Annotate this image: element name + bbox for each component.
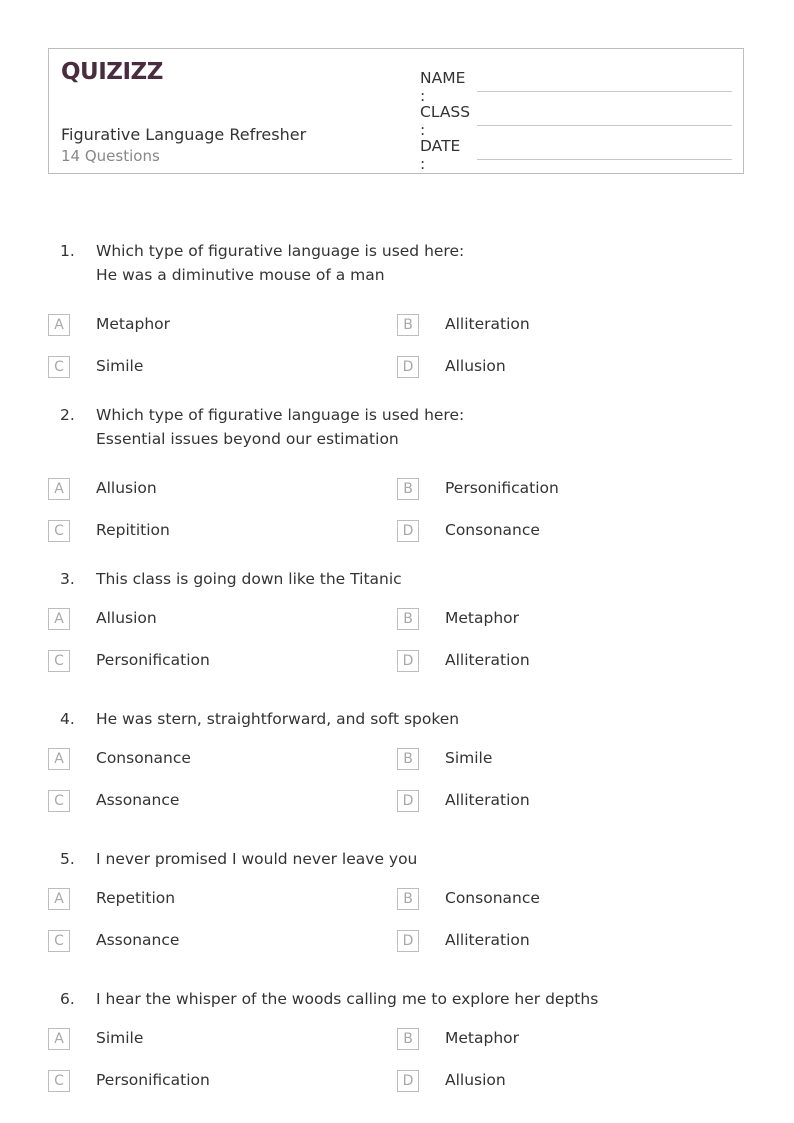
question-text <box>96 847 417 871</box>
question-text <box>96 707 459 731</box>
option-letter-box[interactable]: C <box>48 790 70 812</box>
question-text-line: He was a diminutive mouse of a man <box>96 266 385 284</box>
option-letter-box[interactable]: D <box>397 790 419 812</box>
option-text: Assonance <box>96 931 180 949</box>
question-number: 4. <box>60 710 75 728</box>
quiz-title: Figurative Language Refresher <box>61 125 307 144</box>
name-input-line[interactable] <box>477 91 732 92</box>
question-number: 3. <box>60 570 75 588</box>
option-text: Consonance <box>445 521 540 539</box>
option-text: Personification <box>445 479 559 497</box>
option-letter-box[interactable]: A <box>48 748 70 770</box>
worksheet-header <box>48 48 744 174</box>
option-letter-box[interactable]: C <box>48 650 70 672</box>
option-letter-box[interactable]: C <box>48 930 70 952</box>
option-text: Alliteration <box>445 791 530 809</box>
option-letter-box[interactable]: D <box>397 650 419 672</box>
question-text-line: He was stern, straightforward, and soft spoken <box>96 710 460 728</box>
question-text-line: I hear the whisper of the woods calling me to explore her depths <box>96 990 599 1008</box>
option-text: Consonance <box>96 749 191 767</box>
option-letter-box[interactable]: D <box>397 930 419 952</box>
question-text <box>96 567 402 591</box>
option-letter-box[interactable]: B <box>397 1028 419 1050</box>
option-letter-box[interactable]: A <box>48 478 70 500</box>
option-letter-box[interactable]: C <box>48 1070 70 1092</box>
question-text-line: Which type of figurative language is used here: <box>96 406 465 424</box>
class-label: CLASS : <box>420 103 471 139</box>
option-text: Simile <box>445 749 493 767</box>
quizizz-logo: QUIZIZZ <box>61 59 163 85</box>
class-input-line[interactable] <box>477 125 732 126</box>
question-text-line: This class is going down like the Titanic <box>96 570 402 588</box>
option-text: Metaphor <box>96 315 171 333</box>
option-letter-box[interactable]: A <box>48 314 70 336</box>
question-number: 1. <box>60 242 75 260</box>
option-letter-box[interactable]: C <box>48 520 70 542</box>
option-letter-box[interactable]: D <box>397 520 419 542</box>
option-letter-box[interactable]: B <box>397 748 419 770</box>
option-text: Alliteration <box>445 315 530 333</box>
option-text: Alliteration <box>445 651 530 669</box>
question-text-line: I never promised I would never leave you <box>96 850 418 868</box>
option-letter-box[interactable]: B <box>397 608 419 630</box>
option-text: Allusion <box>96 479 157 497</box>
option-letter-box[interactable]: A <box>48 608 70 630</box>
question-number: 6. <box>60 990 75 1008</box>
option-text: Allusion <box>445 1071 506 1089</box>
question-number: 5. <box>60 850 75 868</box>
option-letter-box[interactable]: B <box>397 478 419 500</box>
option-text: Simile <box>96 1029 144 1047</box>
option-text: Metaphor <box>445 609 520 627</box>
option-text: Personification <box>96 651 210 669</box>
question-count: 14 Questions <box>61 147 160 165</box>
option-letter-box[interactable]: C <box>48 356 70 378</box>
question-text <box>96 403 464 451</box>
date-label: DATE : <box>420 137 461 173</box>
option-text: Repetition <box>96 889 176 907</box>
option-text: Simile <box>96 357 144 375</box>
option-text: Allusion <box>96 609 157 627</box>
option-text: Metaphor <box>445 1029 520 1047</box>
question-text-line: Essential issues beyond our estimation <box>96 430 399 448</box>
question-number: 2. <box>60 406 75 424</box>
option-letter-box[interactable]: B <box>397 314 419 336</box>
question-text-line: Which type of figurative language is used here: <box>96 242 465 260</box>
option-text: Personification <box>96 1071 210 1089</box>
option-letter-box[interactable]: A <box>48 888 70 910</box>
option-text: Alliteration <box>445 931 530 949</box>
date-input-line[interactable] <box>477 159 732 160</box>
option-text: Consonance <box>445 889 540 907</box>
question-text <box>96 987 598 1011</box>
option-letter-box[interactable]: B <box>397 888 419 910</box>
option-text: Allusion <box>445 357 506 375</box>
question-text <box>96 239 464 287</box>
option-text: Assonance <box>96 791 180 809</box>
option-letter-box[interactable]: D <box>397 1070 419 1092</box>
option-letter-box[interactable]: D <box>397 356 419 378</box>
name-label: NAME : <box>420 69 466 105</box>
option-text: Repitition <box>96 521 170 539</box>
option-letter-box[interactable]: A <box>48 1028 70 1050</box>
